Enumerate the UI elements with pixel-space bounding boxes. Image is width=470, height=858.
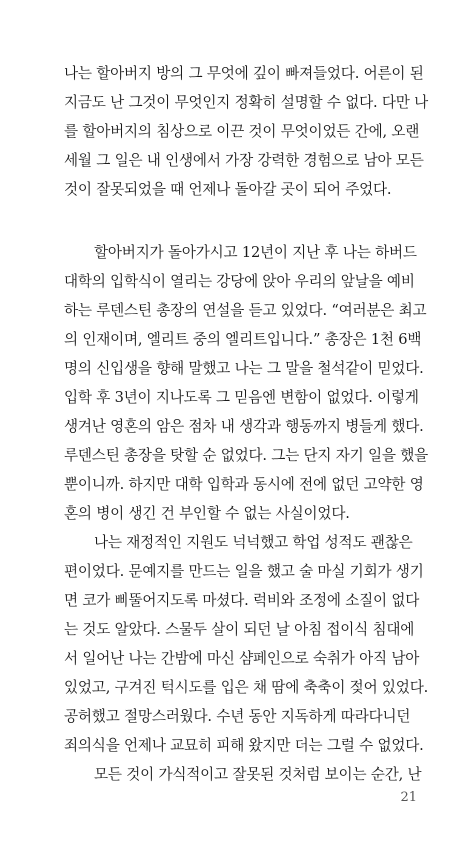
text-line: 지금도 난 그것이 무엇인지 정확히 설명할 수 없다. 다만 나 <box>64 94 429 111</box>
text-line: 명의 신입생을 향해 말했고 나는 그 말을 철석같이 믿었다. <box>64 360 424 377</box>
text-line: 모든 것이 가식적이고 잘못된 것처럼 보이는 순간, 난 <box>94 766 422 783</box>
text-line: 죄의식을 언제나 교묘히 피해 왔지만 더는 그럴 수 없었다. <box>64 737 424 754</box>
body-text <box>64 59 429 789</box>
text-line: 대학의 입학식이 열리는 강당에 앉아 우리의 앞날을 예비 <box>64 273 415 290</box>
text-line: 혼의 병이 생긴 건 부인할 수 없는 사실이었다. <box>64 505 350 522</box>
text-line: 의 인재이며, 엘리트 중의 엘리트입니다.” 총장은 1천 6백 <box>64 331 422 348</box>
paragraph-2 <box>64 238 429 528</box>
text-line: 입학 후 3년이 지나도록 그 믿음엔 변함이 없었다. 이렇게 <box>64 389 419 406</box>
text-line: 있었고, 구겨진 턱시도를 입은 채 땀에 축축이 젖어 있었다. <box>64 679 429 696</box>
text-line: 뿐이니까. 하지만 대학 입학과 동시에 전에 없던 고약한 영 <box>64 476 424 493</box>
paragraph-1 <box>64 59 429 204</box>
text-line: 공허했고 절망스러웠다. 수년 동안 지독하게 따라다니던 <box>64 708 411 725</box>
text-line: 면 코가 삐뚤어지도록 마셨다. 럭비와 조정에 소질이 없다 <box>64 592 420 609</box>
text-line: 나는 할아버지 방의 그 무엇에 깊이 빠져들었다. 어른이 된 <box>64 65 424 82</box>
text-line: 를 할아버지의 침상으로 이끈 것이 무엇이었든 간에, 오랜 <box>64 123 420 140</box>
text-line: 생겨난 영혼의 암은 점차 내 생각과 행동까지 병들게 했다. <box>64 418 424 435</box>
text-line: 할아버지가 돌아가시고 12년이 지난 후 나는 하버드 <box>94 244 417 261</box>
text-line: 루덴스틴 총장을 탓할 순 없었다. 그는 단지 자기 일을 했을 <box>64 447 429 464</box>
text-line: 나는 재정적인 지원도 넉넉했고 학업 성적도 괜찮은 <box>94 534 413 551</box>
text-line: 세월 그 일은 내 인생에서 가장 강력한 경험으로 남아 모든 <box>64 152 424 169</box>
text-line: 편이었다. 문예지를 만드는 일을 했고 술 마실 기회가 생기 <box>64 563 424 580</box>
paragraph-3 <box>64 528 429 760</box>
page-number: 21 <box>400 790 417 805</box>
text-line: 하는 루덴스틴 총장의 연설을 듣고 있었다. “여러분은 최고 <box>64 302 427 319</box>
paragraph-spacer <box>64 204 410 238</box>
text-line: 것이 잘못되었을 때 언제나 돌아갈 곳이 되어 주었다. <box>64 181 392 198</box>
text-line: 는 것도 알았다. 스물두 살이 되던 날 아침 접이식 침대에 <box>64 621 415 638</box>
paragraph-4 <box>64 760 422 789</box>
text-line: 서 일어난 나는 간밤에 마신 샴페인으로 숙취가 아직 남아 <box>64 650 420 667</box>
